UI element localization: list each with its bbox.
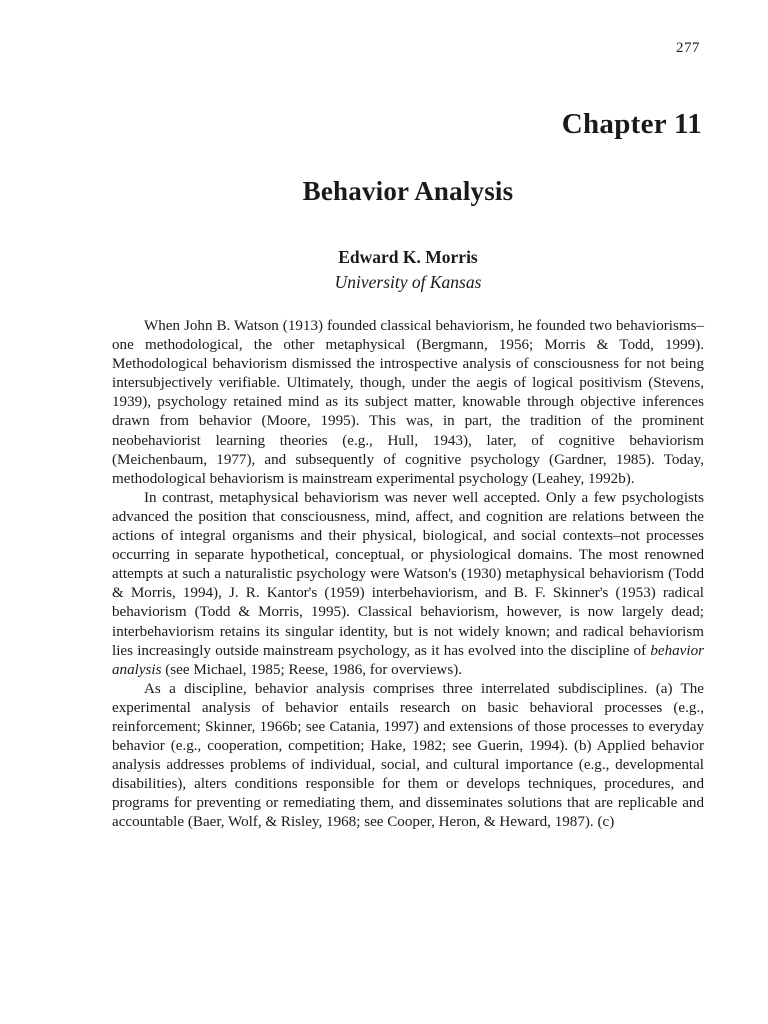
chapter-title: Behavior Analysis bbox=[302, 176, 514, 206]
paragraph-2 bbox=[112, 489, 704, 680]
paragraph-2-emphasis: behavior analysis bbox=[112, 642, 704, 678]
paragraph-3: As a discipline, behavior analysis comprises three interrelated subdisciplines. (a) The experimental analysis of behavior entails research on basic behavioral processes (e.g., reinforcement; Skinner, 1966b; see Catania, 1997) and extensions of those processes to everyday behavior (e.g., cooperation, competition; Hake, 1982; see Guerin, 1994). (b) Applied behavior analysis addresses problems of individual, social, and cultural importance (e.g., developmental disabilities), alters conditions responsible for them or develops techniques, procedures, and programs for preventing or remediating them, and disseminates solutions that are replicable and accountable (Baer, Wolf, & Risley, 1968; see Cooper, Heron, & Heward, 1987). (c) bbox=[112, 680, 704, 831]
paragraph-2-text-before: In contrast, metaphysical behaviorism was never well accepted. Only a few psychologists advanced the position that consciousness, mind, affect, and cognition are relations between the actions of integral organisms and their physical, biological, and social contexts–not processes occurring in separate hypothetical, conceptual, or physiological domains. The most renowned attempts at such a naturalistic psychology were Watson's (1930) metaphysical behaviorism (Todd & Morris, 1994), J. R. Kantor's (1959) interbehaviorism, and B. F. Skinner's (1953) radical behaviorism (Todd & Morris, 1995). Classical behaviorism, however, is now largely dead; interbehaviorism retains its singular identity, but is not widely known; and radical behaviorism lies increasingly outside mainstream psychology, as it has evolved into the discipline of bbox=[112, 489, 704, 659]
author-name: Edward K. Morris bbox=[338, 247, 478, 267]
author-affiliation: University of Kansas bbox=[334, 272, 482, 292]
paragraph-2-text-after: (see Michael, 1985; Reese, 1986, for overviews). bbox=[161, 661, 463, 678]
page-number: 277 bbox=[676, 40, 700, 56]
chapter-label: Chapter 11 bbox=[561, 108, 702, 140]
body-text bbox=[112, 317, 704, 833]
paragraph-1: When John B. Watson (1913) founded classical behaviorism, he founded two behaviorisms–one methodological, the other metaphysical (Bergmann, 1956; Morris & Todd, 1999). Methodological behaviorism dismissed the introspective analysis of consciousness for not being intersubjectively verifiable. Ultimately, though, under the aegis of logical positivism (Stevens, 1939), psychology retained mind as its subject matter, knowable through objective inferences drawn from behavior (Moore, 1995). This was, in part, the tradition of the prominent neobehaviorist learning theories (e.g., Hull, 1943), later, of cognitive behaviorism (Meichenbaum, 1977), and subsequently of cognitive psychology (Gardner, 1985). Today, methodological behaviorism is mainstream experimental psychology (Leahey, 1992b). bbox=[112, 318, 704, 487]
